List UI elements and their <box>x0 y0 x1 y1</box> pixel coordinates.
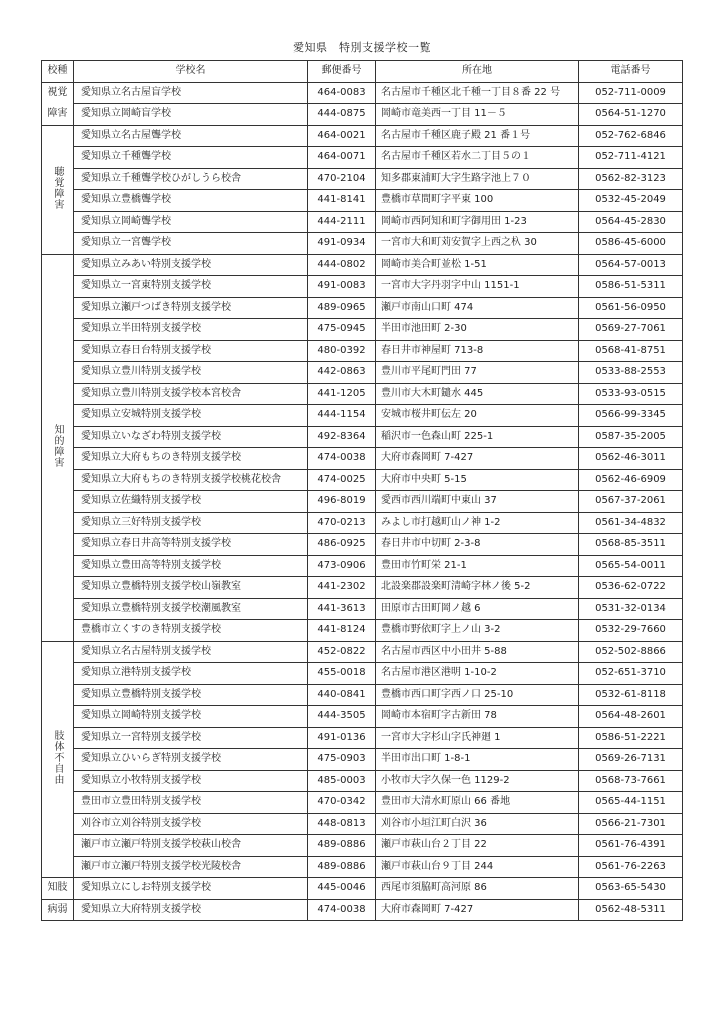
phone-cell: 0562-46-6909 <box>579 469 683 491</box>
address-cell: 豊田市大清水町原山 66 番地 <box>376 792 579 814</box>
address-cell: 名古屋市千種区鹿子殿 21 番１号 <box>376 125 579 147</box>
school-name-cell: 愛知県立名古屋盲学校 <box>74 82 308 104</box>
table-row <box>42 792 683 814</box>
address-cell: 春日井市中切町 2-3-8 <box>376 534 579 556</box>
phone-cell: 0561-56-0950 <box>579 297 683 319</box>
address-cell: 大府市森岡町 7-427 <box>376 448 579 470</box>
address-cell: 瀬戸市南山口町 474 <box>376 297 579 319</box>
postal-code-cell: 452-0822 <box>308 641 376 663</box>
address-cell: 瀬戸市萩山台２丁目 22 <box>376 835 579 857</box>
phone-cell: 0533-93-0515 <box>579 383 683 405</box>
phone-cell: 052-762-6846 <box>579 125 683 147</box>
address-cell: 小牧市大字久保一色 1129-2 <box>376 770 579 792</box>
postal-code-cell: 475-0903 <box>308 749 376 771</box>
table-row <box>42 663 683 685</box>
postal-code-cell: 464-0083 <box>308 82 376 104</box>
postal-code-cell: 444-0802 <box>308 254 376 276</box>
category-label: 病弱 <box>47 903 68 915</box>
school-name-cell: 愛知県立小牧特別支援学校 <box>74 770 308 792</box>
school-name-cell: 愛知県立名古屋特別支援学校 <box>74 641 308 663</box>
postal-code-cell: 445-0046 <box>308 878 376 900</box>
phone-cell: 0532-45-2049 <box>579 190 683 212</box>
postal-code-cell: 444-0875 <box>308 104 376 126</box>
address-cell: 田原市古田町岡ノ越 6 <box>376 598 579 620</box>
address-cell: みよし市打越町山ノ神 1-2 <box>376 512 579 534</box>
phone-cell: 0566-99-3345 <box>579 405 683 427</box>
school-table <box>41 60 683 921</box>
school-name-cell: 愛知県立三好特別支援学校 <box>74 512 308 534</box>
postal-code-cell: 474-0038 <box>308 899 376 921</box>
postal-code-cell: 485-0003 <box>308 770 376 792</box>
postal-code-cell: 470-0213 <box>308 512 376 534</box>
address-cell: 豊橋市西口町字西ノ口 25-10 <box>376 684 579 706</box>
school-name-cell: 愛知県立豊橋特別支援学校山嶺教室 <box>74 577 308 599</box>
postal-code-cell: 474-0038 <box>308 448 376 470</box>
address-cell: 安城市桜井町伝左 20 <box>376 405 579 427</box>
table-row <box>42 362 683 384</box>
school-name-cell: 愛知県立名古屋聾学校 <box>74 125 308 147</box>
address-cell: 大府市中央町 5-15 <box>376 469 579 491</box>
school-name-cell: 愛知県立半田特別支援学校 <box>74 319 308 341</box>
phone-cell: 052-711-0009 <box>579 82 683 104</box>
address-cell: 名古屋市千種区北千種一丁目８番 22 号 <box>376 82 579 104</box>
postal-code-cell: 441-8141 <box>308 190 376 212</box>
school-name-cell: 愛知県立千種聾学校ひがしうら校舎 <box>74 168 308 190</box>
table-row <box>42 878 683 900</box>
postal-code-cell: 491-0083 <box>308 276 376 298</box>
phone-cell: 0562-82-3123 <box>579 168 683 190</box>
postal-code-cell: 464-0071 <box>308 147 376 169</box>
postal-code-cell: 489-0886 <box>308 856 376 878</box>
phone-cell: 0532-61-8118 <box>579 684 683 706</box>
phone-cell: 0564-57-0013 <box>579 254 683 276</box>
table-row <box>42 233 683 255</box>
category-label: 知的障害 <box>52 424 63 468</box>
table-row <box>42 512 683 534</box>
table-row <box>42 813 683 835</box>
school-name-cell: 愛知県立千種聾学校 <box>74 147 308 169</box>
phone-cell: 0569-26-7131 <box>579 749 683 771</box>
phone-cell: 0568-41-8751 <box>579 340 683 362</box>
school-name-cell: 愛知県立瀬戸つばき特別支援学校 <box>74 297 308 319</box>
address-cell: 名古屋市西区中小田井 5-88 <box>376 641 579 663</box>
school-name-cell: 愛知県立安城特別支援学校 <box>74 405 308 427</box>
table-row <box>42 469 683 491</box>
address-cell: 豊田市竹町栄 21-1 <box>376 555 579 577</box>
school-name-cell: 愛知県立豊田高等特別支援学校 <box>74 555 308 577</box>
address-cell: 岡崎市西阿知和町字御用田 1-23 <box>376 211 579 233</box>
phone-cell: 0564-45-2830 <box>579 211 683 233</box>
phone-cell: 0561-76-4391 <box>579 835 683 857</box>
postal-code-cell: 441-3613 <box>308 598 376 620</box>
address-cell: 半田市池田町 2-30 <box>376 319 579 341</box>
address-cell: 岡崎市本宿町字古新田 78 <box>376 706 579 728</box>
category-cell <box>42 254 74 641</box>
school-name-cell: 愛知県立一宮聾学校 <box>74 233 308 255</box>
school-name-cell: 愛知県立豊川特別支援学校本宮校舎 <box>74 383 308 405</box>
postal-code-cell: 470-2104 <box>308 168 376 190</box>
table-row <box>42 254 683 276</box>
header-address: 所在地 <box>376 61 579 83</box>
table-row <box>42 620 683 642</box>
phone-cell: 052-502-8866 <box>579 641 683 663</box>
address-cell: 一宮市大字杉山字氏神廻 1 <box>376 727 579 749</box>
table-row <box>42 276 683 298</box>
school-name-cell: 愛知県立一宮東特別支援学校 <box>74 276 308 298</box>
header-category: 校種 <box>42 61 74 83</box>
page-title: 愛知県 特別支援学校一覧 <box>293 41 431 54</box>
phone-cell: 0565-54-0011 <box>579 555 683 577</box>
school-name-cell: 愛知県立みあい特別支援学校 <box>74 254 308 276</box>
postal-code-cell: 444-3505 <box>308 706 376 728</box>
postal-code-cell: 486-0925 <box>308 534 376 556</box>
school-name-cell: 愛知県立豊橋聾学校 <box>74 190 308 212</box>
table-row <box>42 555 683 577</box>
table-row <box>42 598 683 620</box>
phone-cell: 0561-76-2263 <box>579 856 683 878</box>
phone-cell: 0569-27-7061 <box>579 319 683 341</box>
school-name-cell: 愛知県立大府もちのき特別支援学校 <box>74 448 308 470</box>
school-name-cell: 愛知県立岡崎聾学校 <box>74 211 308 233</box>
address-cell: 大府市森岡町 7-427 <box>376 899 579 921</box>
phone-cell: 0567-37-2061 <box>579 491 683 513</box>
table-row <box>42 706 683 728</box>
table-row <box>42 534 683 556</box>
table-row <box>42 211 683 233</box>
address-cell: 岡崎市竜美西一丁目 11－５ <box>376 104 579 126</box>
phone-cell: 0533-88-2553 <box>579 362 683 384</box>
category-label: 知肢 <box>47 882 68 894</box>
table-row <box>42 770 683 792</box>
table-row <box>42 577 683 599</box>
category-cell <box>42 899 74 921</box>
school-name-cell: 愛知県立大府特別支援学校 <box>74 899 308 921</box>
header-row <box>42 61 683 83</box>
postal-code-cell: 441-1205 <box>308 383 376 405</box>
phone-cell: 0586-51-5311 <box>579 276 683 298</box>
table-row <box>42 641 683 663</box>
address-cell: 一宮市大字丹羽字中山 1151-1 <box>376 276 579 298</box>
address-cell: 岡崎市美合町並松 1-51 <box>376 254 579 276</box>
phone-cell: 0568-85-3511 <box>579 534 683 556</box>
address-cell: 知多郡東浦町大字生路字池上７０ <box>376 168 579 190</box>
table-row <box>42 147 683 169</box>
table-row <box>42 426 683 448</box>
phone-cell: 0561-34-4832 <box>579 512 683 534</box>
address-cell: 一宮市大和町苅安賀字上西之杁 30 <box>376 233 579 255</box>
address-cell: 春日井市神屋町 713-8 <box>376 340 579 362</box>
category-cell <box>42 125 74 254</box>
phone-cell: 0562-48-5311 <box>579 899 683 921</box>
postal-code-cell: 441-8124 <box>308 620 376 642</box>
header-school: 学校名 <box>74 61 308 83</box>
postal-code-cell: 444-1154 <box>308 405 376 427</box>
postal-code-cell: 492-8364 <box>308 426 376 448</box>
category-cell: 障害 <box>42 104 74 126</box>
table-row <box>42 835 683 857</box>
address-cell: 豊橋市草間町字平東 100 <box>376 190 579 212</box>
address-cell: 稲沢市一色森山町 225-1 <box>376 426 579 448</box>
category-cell <box>42 878 74 900</box>
table-body <box>42 82 683 921</box>
header-postal: 郵便番号 <box>308 61 376 83</box>
phone-cell: 0564-51-1270 <box>579 104 683 126</box>
school-name-cell: 愛知県立いなざわ特別支援学校 <box>74 426 308 448</box>
school-name-cell: 愛知県立豊橋特別支援学校潮風教室 <box>74 598 308 620</box>
school-name-cell: 愛知県立豊川特別支援学校 <box>74 362 308 384</box>
school-name-cell: 愛知県立岡崎特別支援学校 <box>74 706 308 728</box>
postal-code-cell: 489-0965 <box>308 297 376 319</box>
postal-code-cell: 480-0392 <box>308 340 376 362</box>
category-label: 肢体不自由 <box>52 730 63 786</box>
phone-cell: 0587-35-2005 <box>579 426 683 448</box>
postal-code-cell: 442-0863 <box>308 362 376 384</box>
address-cell: 名古屋市千種区若水二丁目５の１ <box>376 147 579 169</box>
table-row <box>42 684 683 706</box>
school-name-cell: 愛知県立にしお特別支援学校 <box>74 878 308 900</box>
phone-cell: 0562-46-3011 <box>579 448 683 470</box>
table-row <box>42 340 683 362</box>
address-cell: 瀬戸市萩山台９丁目 244 <box>376 856 579 878</box>
phone-cell: 0565-44-1151 <box>579 792 683 814</box>
phone-cell: 0532-29-7660 <box>579 620 683 642</box>
postal-code-cell: 474-0025 <box>308 469 376 491</box>
postal-code-cell: 464-0021 <box>308 125 376 147</box>
table-row <box>42 405 683 427</box>
school-name-cell: 愛知県立大府もちのき特別支援学校桃花校舎 <box>74 469 308 491</box>
phone-cell: 052-651-3710 <box>579 663 683 685</box>
postal-code-cell: 455-0018 <box>308 663 376 685</box>
table-row <box>42 82 683 104</box>
school-name-cell: 愛知県立港特別支援学校 <box>74 663 308 685</box>
phone-cell: 0568-73-7661 <box>579 770 683 792</box>
address-cell: 北設楽郡設楽町清崎字林ノ後 5-2 <box>376 577 579 599</box>
phone-cell: 0586-45-6000 <box>579 233 683 255</box>
postal-code-cell: 444-2111 <box>308 211 376 233</box>
school-name-cell: 瀬戸市立瀬戸特別支援学校光陵校舎 <box>74 856 308 878</box>
address-cell: 愛西市西川端町中東山 37 <box>376 491 579 513</box>
school-name-cell: 愛知県立一宮特別支援学校 <box>74 727 308 749</box>
address-cell: 半田市出口町 1-8-1 <box>376 749 579 771</box>
table-row <box>42 125 683 147</box>
school-name-cell: 瀬戸市立瀬戸特別支援学校萩山校舎 <box>74 835 308 857</box>
address-cell: 豊川市大木町鑓水 445 <box>376 383 579 405</box>
school-name-cell: 愛知県立豊橋特別支援学校 <box>74 684 308 706</box>
postal-code-cell: 496-8019 <box>308 491 376 513</box>
school-name-cell: 愛知県立春日台特別支援学校 <box>74 340 308 362</box>
postal-code-cell: 475-0945 <box>308 319 376 341</box>
school-name-cell: 愛知県立岡崎盲学校 <box>74 104 308 126</box>
phone-cell: 0586-51-2221 <box>579 727 683 749</box>
school-name-cell: 愛知県立ひいらぎ特別支援学校 <box>74 749 308 771</box>
postal-code-cell: 441-2302 <box>308 577 376 599</box>
table-row <box>42 899 683 921</box>
postal-code-cell: 489-0886 <box>308 835 376 857</box>
table-row <box>42 383 683 405</box>
postal-code-cell: 448-0813 <box>308 813 376 835</box>
postal-code-cell: 440-0841 <box>308 684 376 706</box>
table-row <box>42 297 683 319</box>
category-label: 聴覚障害 <box>52 166 63 210</box>
phone-cell: 0536-62-0722 <box>579 577 683 599</box>
header-phone: 電話番号 <box>579 61 683 83</box>
phone-cell: 052-711-4121 <box>579 147 683 169</box>
address-cell: 豊橋市野依町字上ノ山 3-2 <box>376 620 579 642</box>
phone-cell: 0563-65-5430 <box>579 878 683 900</box>
postal-code-cell: 491-0934 <box>308 233 376 255</box>
postal-code-cell: 470-0342 <box>308 792 376 814</box>
school-name-cell: 愛知県立春日井高等特別支援学校 <box>74 534 308 556</box>
table-row <box>42 491 683 513</box>
table-row <box>42 749 683 771</box>
phone-cell: 0531-32-0134 <box>579 598 683 620</box>
table-row <box>42 448 683 470</box>
school-name-cell: 刈谷市立刈谷特別支援学校 <box>74 813 308 835</box>
address-cell: 刈谷市小垣江町白沢 36 <box>376 813 579 835</box>
address-cell: 名古屋市港区港明 1-10-2 <box>376 663 579 685</box>
postal-code-cell: 473-0906 <box>308 555 376 577</box>
table-row <box>42 319 683 341</box>
table-row <box>42 190 683 212</box>
postal-code-cell: 491-0136 <box>308 727 376 749</box>
phone-cell: 0566-21-7301 <box>579 813 683 835</box>
table-row <box>42 104 683 126</box>
phone-cell: 0564-48-2601 <box>579 706 683 728</box>
school-name-cell: 愛知県立佐織特別支援学校 <box>74 491 308 513</box>
category-cell: 視覚 <box>42 82 74 104</box>
table-row <box>42 727 683 749</box>
table-row <box>42 856 683 878</box>
address-cell: 西尾市須脇町高河原 86 <box>376 878 579 900</box>
school-name-cell: 豊橋市立くすのき特別支援学校 <box>74 620 308 642</box>
table-row <box>42 168 683 190</box>
category-cell <box>42 641 74 878</box>
school-name-cell: 豊田市立豊田特別支援学校 <box>74 792 308 814</box>
address-cell: 豊川市平尾町門田 77 <box>376 362 579 384</box>
